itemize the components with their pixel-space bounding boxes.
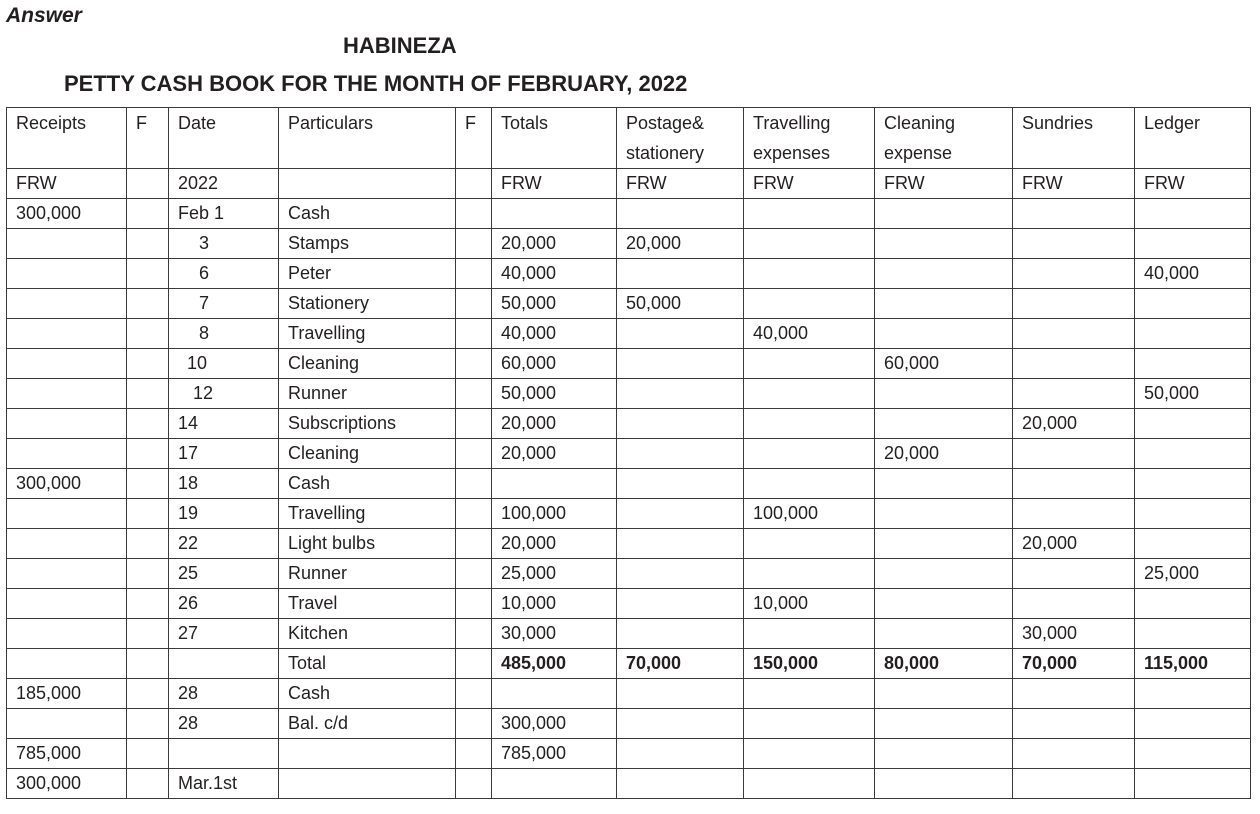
cell-f1 [127, 469, 169, 499]
cell-f2 [456, 469, 492, 499]
cell-f1 [127, 679, 169, 709]
cell-f1 [127, 319, 169, 349]
table-row [7, 469, 1251, 499]
cell-particulars: Travelling [279, 499, 456, 529]
cell-totals: 25,000 [492, 559, 617, 589]
cell-f1 [127, 379, 169, 409]
cell-ledger: FRW [1135, 169, 1251, 199]
cell-particulars [279, 769, 456, 799]
cell-f2 [456, 679, 492, 709]
cell-postage-stationery [617, 619, 744, 649]
cell-f2 [456, 529, 492, 559]
cell-totals [492, 199, 617, 229]
cell-date: 27 [169, 619, 279, 649]
page-title: PETTY CASH BOOK FOR THE MONTH OF FEBRUARY, 2022 [64, 71, 688, 96]
table-row [7, 739, 1251, 769]
table-row [7, 409, 1251, 439]
cell-sundries [1013, 709, 1135, 739]
cell-particulars: Runner [279, 379, 456, 409]
cell-cleaning-expense [875, 529, 1013, 559]
cell-f2 [456, 259, 492, 289]
cell-date: 12 [169, 379, 279, 409]
cell-f1 [127, 439, 169, 469]
cell-cleaning-expense [875, 499, 1013, 529]
cell-totals: 785,000 [492, 739, 617, 769]
cell-cleaning-expense [875, 769, 1013, 799]
cell-cleaning-expense [875, 589, 1013, 619]
cell-date: 7 [169, 289, 279, 319]
cell-date: 28 [169, 709, 279, 739]
cell-postage-stationery [617, 379, 744, 409]
company-name: HABINEZA [343, 33, 457, 58]
cell-postage-stationery [617, 679, 744, 709]
cell-sundries [1013, 349, 1135, 379]
cell-travelling-expenses [744, 559, 875, 589]
cell-cleaning-expense [875, 199, 1013, 229]
cell-f2 [456, 169, 492, 199]
cell-travelling-expenses [744, 379, 875, 409]
cell-ledger [1135, 199, 1251, 229]
cell-particulars: Particulars [279, 108, 456, 169]
cell-totals [492, 769, 617, 799]
cell-travelling-expenses [744, 229, 875, 259]
cell-particulars: Travelling [279, 319, 456, 349]
cell-postage-stationery [617, 589, 744, 619]
table-row [7, 319, 1251, 349]
cell-totals: 300,000 [492, 709, 617, 739]
cell-f2 [456, 349, 492, 379]
cell-f1 [127, 739, 169, 769]
cell-f2 [456, 499, 492, 529]
cell-cleaning-expense [875, 679, 1013, 709]
cell-receipts [7, 409, 127, 439]
cell-receipts [7, 379, 127, 409]
cell-ledger [1135, 439, 1251, 469]
cell-f2 [456, 559, 492, 589]
cell-travelling-expenses [744, 289, 875, 319]
cell-f1 [127, 499, 169, 529]
cell-totals: 50,000 [492, 289, 617, 319]
cell-cleaning-expense [875, 739, 1013, 769]
cell-particulars: Runner [279, 559, 456, 589]
cell-ledger: 50,000 [1135, 379, 1251, 409]
cell-cleaning-expense: FRW [875, 169, 1013, 199]
cell-postage-stationery [617, 409, 744, 439]
cell-sundries [1013, 199, 1135, 229]
cell-sundries [1013, 379, 1135, 409]
cell-receipts: 185,000 [7, 679, 127, 709]
cell-f1 [127, 349, 169, 379]
cell-receipts: Receipts [7, 108, 127, 169]
cell-f1 [127, 169, 169, 199]
cell-postage-stationery [617, 349, 744, 379]
cell-postage-stationery: 70,000 [617, 649, 744, 679]
cell-f2 [456, 289, 492, 319]
cell-postage-stationery [617, 739, 744, 769]
cell-sundries: 30,000 [1013, 619, 1135, 649]
cell-ledger [1135, 739, 1251, 769]
cell-sundries [1013, 769, 1135, 799]
cell-travelling-expenses [744, 709, 875, 739]
cell-travelling-expenses [744, 409, 875, 439]
cell-particulars: Total [279, 649, 456, 679]
cell-receipts [7, 259, 127, 289]
cell-postage-stationery: FRW [617, 169, 744, 199]
cell-travelling-expenses [744, 679, 875, 709]
cell-receipts [7, 589, 127, 619]
cell-receipts [7, 619, 127, 649]
cell-particulars: Light bulbs [279, 529, 456, 559]
table-row [7, 559, 1251, 589]
cell-particulars: Bal. c/d [279, 709, 456, 739]
cell-postage-stationery: 50,000 [617, 289, 744, 319]
cell-cleaning-expense [875, 259, 1013, 289]
table-row [7, 199, 1251, 229]
cell-totals: FRW [492, 169, 617, 199]
cell-date: 6 [169, 259, 279, 289]
cell-particulars: Cash [279, 679, 456, 709]
cell-date: 10 [169, 349, 279, 379]
cell-ledger [1135, 229, 1251, 259]
cell-date [169, 739, 279, 769]
cell-sundries [1013, 739, 1135, 769]
cell-postage-stationery [617, 769, 744, 799]
cell-date: Feb 1 [169, 199, 279, 229]
cell-particulars: Travel [279, 589, 456, 619]
cell-f2 [456, 229, 492, 259]
cell-date: 25 [169, 559, 279, 589]
cell-f2 [456, 769, 492, 799]
cell-travelling-expenses: FRW [744, 169, 875, 199]
cell-f2 [456, 199, 492, 229]
cell-receipts [7, 229, 127, 259]
cell-sundries [1013, 589, 1135, 619]
cell-cleaning-expense [875, 229, 1013, 259]
cell-cleaning-expense [875, 619, 1013, 649]
cell-postage-stationery [617, 259, 744, 289]
cell-date [169, 649, 279, 679]
cell-f1: F [127, 108, 169, 169]
cell-f2 [456, 589, 492, 619]
cell-ledger: 25,000 [1135, 559, 1251, 589]
cell-travelling-expenses: 10,000 [744, 589, 875, 619]
cell-totals: 485,000 [492, 649, 617, 679]
cell-cleaning-expense [875, 319, 1013, 349]
cell-particulars: Stamps [279, 229, 456, 259]
cell-receipts [7, 649, 127, 679]
cell-date: 28 [169, 679, 279, 709]
cell-travelling-expenses [744, 739, 875, 769]
cell-totals: 60,000 [492, 349, 617, 379]
cell-cleaning-expense [875, 559, 1013, 589]
table-row [7, 589, 1251, 619]
cell-date: 8 [169, 319, 279, 349]
cell-ledger: Ledger [1135, 108, 1251, 169]
cell-f1 [127, 409, 169, 439]
table-row [7, 259, 1251, 289]
petty-cash-table [6, 107, 1251, 799]
cell-postage-stationery: 20,000 [617, 229, 744, 259]
cell-receipts: 785,000 [7, 739, 127, 769]
cell-totals: 20,000 [492, 529, 617, 559]
cell-totals: 10,000 [492, 589, 617, 619]
cell-postage-stationery: Postage& stationery [617, 108, 744, 169]
cell-travelling-expenses [744, 259, 875, 289]
cell-receipts: 300,000 [7, 469, 127, 499]
cell-totals: 40,000 [492, 259, 617, 289]
cell-ledger [1135, 769, 1251, 799]
table-row [7, 649, 1251, 679]
cell-sundries [1013, 469, 1135, 499]
cell-travelling-expenses [744, 439, 875, 469]
cell-totals: 20,000 [492, 229, 617, 259]
cell-totals: 100,000 [492, 499, 617, 529]
cell-ledger [1135, 709, 1251, 739]
cell-f2 [456, 379, 492, 409]
cell-totals: Totals [492, 108, 617, 169]
table-row [7, 769, 1251, 799]
table-row [7, 619, 1251, 649]
cell-receipts [7, 709, 127, 739]
cell-ledger [1135, 619, 1251, 649]
cell-date: Date [169, 108, 279, 169]
cell-date: 2022 [169, 169, 279, 199]
cell-sundries [1013, 679, 1135, 709]
cell-totals: 20,000 [492, 409, 617, 439]
cell-postage-stationery [617, 709, 744, 739]
cell-particulars: Cleaning [279, 439, 456, 469]
table-row [7, 289, 1251, 319]
cell-travelling-expenses [744, 349, 875, 379]
cell-f1 [127, 769, 169, 799]
cell-particulars: Stationery [279, 289, 456, 319]
cell-particulars: Kitchen [279, 619, 456, 649]
cell-particulars: Peter [279, 259, 456, 289]
cell-receipts [7, 529, 127, 559]
cell-f2 [456, 649, 492, 679]
cell-receipts [7, 439, 127, 469]
cell-particulars [279, 169, 456, 199]
cell-totals [492, 679, 617, 709]
cell-receipts [7, 559, 127, 589]
cell-cleaning-expense [875, 289, 1013, 319]
cell-sundries: 70,000 [1013, 649, 1135, 679]
cell-sundries [1013, 289, 1135, 319]
cell-date: Mar.1st [169, 769, 279, 799]
cell-ledger [1135, 319, 1251, 349]
cell-f2 [456, 439, 492, 469]
cell-postage-stationery [617, 199, 744, 229]
cell-ledger [1135, 289, 1251, 319]
cell-particulars: Subscriptions [279, 409, 456, 439]
cell-f1 [127, 289, 169, 319]
cell-ledger [1135, 589, 1251, 619]
cell-date: 26 [169, 589, 279, 619]
cell-f1 [127, 619, 169, 649]
cell-cleaning-expense [875, 379, 1013, 409]
table-row [7, 499, 1251, 529]
cell-ledger [1135, 409, 1251, 439]
cell-date: 19 [169, 499, 279, 529]
cell-f2 [456, 739, 492, 769]
cell-f1 [127, 709, 169, 739]
table-row [7, 349, 1251, 379]
cell-sundries [1013, 499, 1135, 529]
cell-postage-stationery [617, 469, 744, 499]
cell-travelling-expenses: 100,000 [744, 499, 875, 529]
cell-ledger [1135, 499, 1251, 529]
cell-date: 18 [169, 469, 279, 499]
cell-ledger [1135, 469, 1251, 499]
cell-sundries: Sundries [1013, 108, 1135, 169]
cell-particulars [279, 739, 456, 769]
cell-postage-stationery [617, 559, 744, 589]
cell-totals: 30,000 [492, 619, 617, 649]
cell-ledger [1135, 679, 1251, 709]
cell-f1 [127, 259, 169, 289]
cell-receipts [7, 499, 127, 529]
cell-sundries [1013, 559, 1135, 589]
table-header-row [7, 108, 1251, 169]
cell-receipts [7, 319, 127, 349]
cell-f2 [456, 709, 492, 739]
cell-postage-stationery [617, 319, 744, 349]
cell-f1 [127, 529, 169, 559]
cell-sundries [1013, 439, 1135, 469]
cell-f2: F [456, 108, 492, 169]
cell-f2 [456, 619, 492, 649]
cell-sundries: 20,000 [1013, 529, 1135, 559]
cell-travelling-expenses: 40,000 [744, 319, 875, 349]
cell-f2 [456, 409, 492, 439]
table-row [7, 529, 1251, 559]
answer-label: Answer [6, 4, 82, 27]
table-row [7, 379, 1251, 409]
cell-cleaning-expense [875, 709, 1013, 739]
cell-date: 22 [169, 529, 279, 559]
cell-receipts [7, 289, 127, 319]
cell-ledger [1135, 349, 1251, 379]
cell-f1 [127, 229, 169, 259]
cell-date: 17 [169, 439, 279, 469]
cell-receipts: 300,000 [7, 769, 127, 799]
cell-ledger: 40,000 [1135, 259, 1251, 289]
cell-totals: 50,000 [492, 379, 617, 409]
cell-ledger [1135, 529, 1251, 559]
cell-f1 [127, 559, 169, 589]
table-row [7, 709, 1251, 739]
cell-totals: 20,000 [492, 439, 617, 469]
cell-particulars: Cash [279, 199, 456, 229]
cell-travelling-expenses [744, 469, 875, 499]
table-units-row [7, 169, 1251, 199]
table-row [7, 679, 1251, 709]
cell-cleaning-expense: Cleaning expense [875, 108, 1013, 169]
cell-sundries [1013, 319, 1135, 349]
cell-postage-stationery [617, 499, 744, 529]
cell-receipts [7, 349, 127, 379]
cell-date: 14 [169, 409, 279, 439]
cell-particulars: Cash [279, 469, 456, 499]
table-row [7, 229, 1251, 259]
cell-totals [492, 469, 617, 499]
cell-travelling-expenses [744, 619, 875, 649]
cell-sundries [1013, 229, 1135, 259]
cell-travelling-expenses: Travelling expenses [744, 108, 875, 169]
cell-f1 [127, 589, 169, 619]
cell-cleaning-expense: 80,000 [875, 649, 1013, 679]
cell-postage-stationery [617, 529, 744, 559]
cell-f1 [127, 199, 169, 229]
cell-totals: 40,000 [492, 319, 617, 349]
cell-date: 3 [169, 229, 279, 259]
cell-travelling-expenses [744, 769, 875, 799]
cell-f1 [127, 649, 169, 679]
cell-receipts: FRW [7, 169, 127, 199]
cell-ledger: 115,000 [1135, 649, 1251, 679]
table-row [7, 439, 1251, 469]
cell-f2 [456, 319, 492, 349]
cell-cleaning-expense: 20,000 [875, 439, 1013, 469]
cell-sundries [1013, 259, 1135, 289]
cell-travelling-expenses [744, 199, 875, 229]
cell-cleaning-expense: 60,000 [875, 349, 1013, 379]
cell-travelling-expenses [744, 529, 875, 559]
cell-cleaning-expense [875, 469, 1013, 499]
cell-postage-stationery [617, 439, 744, 469]
cell-sundries: 20,000 [1013, 409, 1135, 439]
cell-travelling-expenses: 150,000 [744, 649, 875, 679]
cell-sundries: FRW [1013, 169, 1135, 199]
cell-cleaning-expense [875, 409, 1013, 439]
cell-particulars: Cleaning [279, 349, 456, 379]
cell-receipts: 300,000 [7, 199, 127, 229]
